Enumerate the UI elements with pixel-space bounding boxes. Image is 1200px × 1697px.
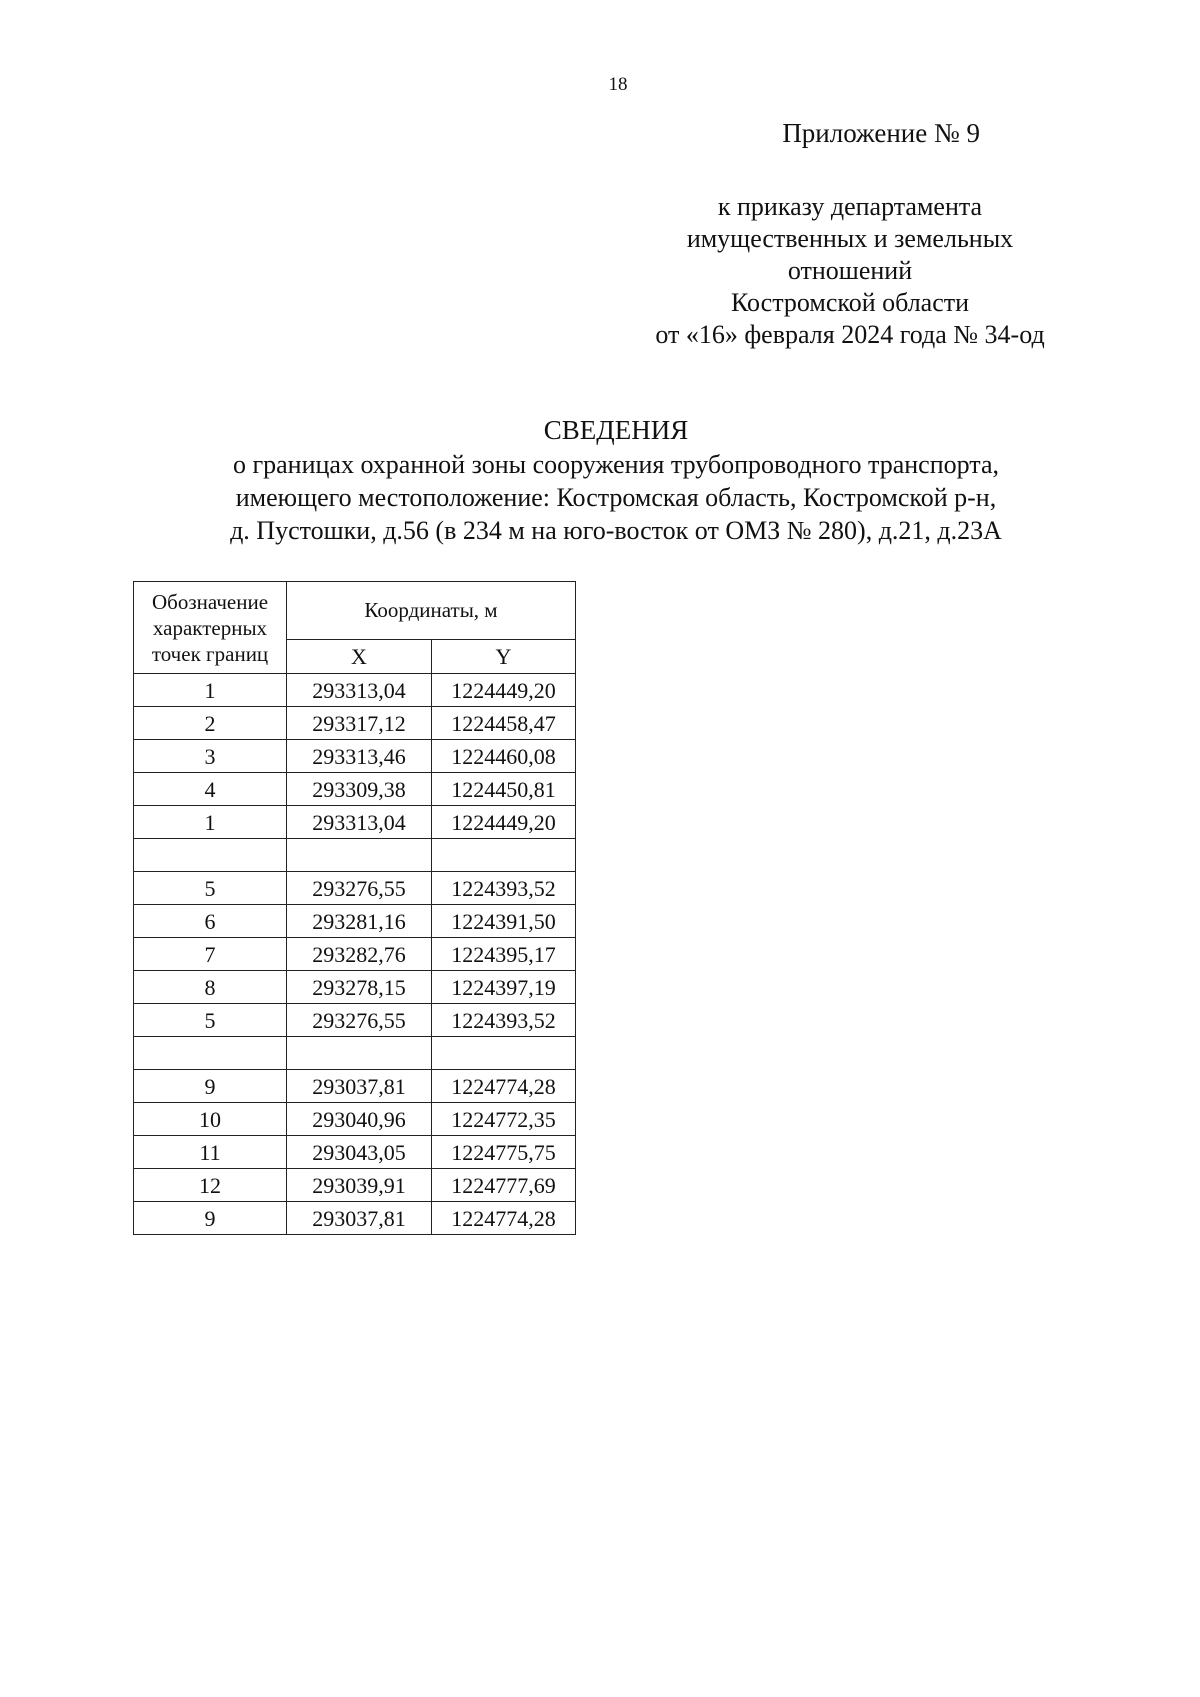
table-row [134, 707, 576, 740]
cell-y [432, 1037, 576, 1070]
document-description [0, 448, 1200, 547]
cell-point: 12 [134, 1169, 287, 1202]
cell-point [134, 839, 287, 872]
cell-x: 293313,46 [287, 740, 432, 773]
order-line: к приказу департамента [717, 192, 983, 221]
appendix-title: Приложение № 9 [782, 118, 980, 148]
cell-point: 6 [134, 905, 287, 938]
cell-point: 9 [134, 1202, 287, 1235]
order-line: отношений [787, 256, 913, 285]
header-x: X [287, 640, 432, 674]
cell-y: 1224449,20 [432, 674, 576, 707]
cell-point: 3 [134, 740, 287, 773]
coordinates-table [133, 581, 576, 1235]
cell-y: 1224460,08 [432, 740, 576, 773]
table-row [134, 1169, 576, 1202]
cell-x: 293317,12 [287, 707, 432, 740]
cell-x: 293313,04 [287, 674, 432, 707]
cell-point [134, 1037, 287, 1070]
table-body [134, 674, 576, 1235]
cell-x: 293043,05 [287, 1136, 432, 1169]
table-row [134, 938, 576, 971]
table-row [134, 806, 576, 839]
cell-y: 1224774,28 [432, 1202, 576, 1235]
cell-y: 1224397,19 [432, 971, 576, 1004]
order-line: Костромской области [730, 288, 970, 317]
header-y: Y [432, 640, 576, 674]
cell-point: 11 [134, 1136, 287, 1169]
cell-y: 1224393,52 [432, 1004, 576, 1037]
cell-y: 1224393,52 [432, 872, 576, 905]
table-row [134, 1037, 576, 1070]
cell-y: 1224774,28 [432, 1070, 576, 1103]
description-line: о границах охранной зоны сооружения трубопроводного транспорта, [232, 450, 1000, 479]
table-row [134, 773, 576, 806]
cell-point: 2 [134, 707, 287, 740]
cell-x: 293282,76 [287, 938, 432, 971]
order-reference [620, 191, 1080, 351]
cell-y: 1224395,17 [432, 938, 576, 971]
table-row [134, 1202, 576, 1235]
cell-point: 1 [134, 674, 287, 707]
order-line: от «16» февраля 2024 года № 34-од [655, 320, 1045, 349]
cell-x: 293037,81 [287, 1202, 432, 1235]
table-row [134, 740, 576, 773]
table-row [134, 872, 576, 905]
table-row [134, 1103, 576, 1136]
description-line: д. Пустошки, д.56 (в 234 м на юго-восток от ОМЗ № 280), д.21, д.23А [230, 516, 1002, 545]
table-row [134, 1136, 576, 1169]
cell-y: 1224450,81 [432, 773, 576, 806]
document-heading: СВЕДЕНИЯ [543, 415, 689, 445]
cell-point: 4 [134, 773, 287, 806]
cell-y: 1224777,69 [432, 1169, 576, 1202]
table-row [134, 905, 576, 938]
cell-x: 293037,81 [287, 1070, 432, 1103]
cell-y: 1224449,20 [432, 806, 576, 839]
cell-y: 1224772,35 [432, 1103, 576, 1136]
cell-point: 10 [134, 1103, 287, 1136]
cell-x: 293276,55 [287, 872, 432, 905]
cell-x: 293309,38 [287, 773, 432, 806]
cell-point: 9 [134, 1070, 287, 1103]
cell-x: 293313,04 [287, 806, 432, 839]
table-row [134, 1004, 576, 1037]
table-row [134, 674, 576, 707]
cell-point: 5 [134, 872, 287, 905]
cell-point: 8 [134, 971, 287, 1004]
table-row [134, 971, 576, 1004]
cell-x: 293039,91 [287, 1169, 432, 1202]
cell-x: 293278,15 [287, 971, 432, 1004]
cell-x [287, 1037, 432, 1070]
order-line: имущественных и земельных [686, 224, 1014, 253]
header-coordinates: Координаты, м [287, 582, 576, 640]
cell-y: 1224458,47 [432, 707, 576, 740]
cell-x: 293281,16 [287, 905, 432, 938]
table-row [134, 1070, 576, 1103]
description-line: имеющего местоположение: Костромская область, Костромской р-н, [235, 483, 997, 512]
page-number: 18 [608, 74, 628, 95]
header-point: Обозначение характерных точек границ [134, 582, 287, 674]
table-row [134, 839, 576, 872]
cell-point: 1 [134, 806, 287, 839]
cell-point: 5 [134, 1004, 287, 1037]
cell-x [287, 839, 432, 872]
cell-x: 293276,55 [287, 1004, 432, 1037]
cell-y: 1224391,50 [432, 905, 576, 938]
cell-y [432, 839, 576, 872]
cell-y: 1224775,75 [432, 1136, 576, 1169]
cell-x: 293040,96 [287, 1103, 432, 1136]
cell-point: 7 [134, 938, 287, 971]
